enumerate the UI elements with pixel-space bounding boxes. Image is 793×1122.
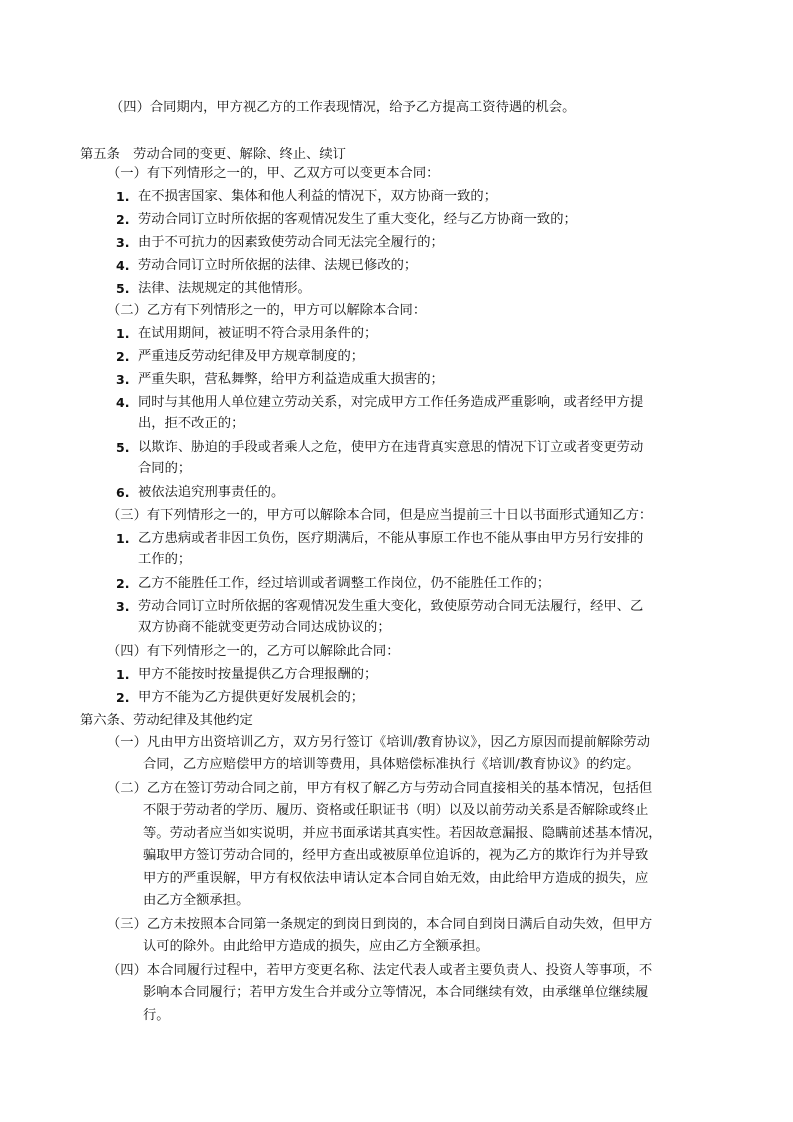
article-6-paragraph-3: （三）乙方未按照本合同第一条规定的到岗日到岗的，本合同自到岗日满后自动失效，但甲方 [107, 917, 653, 932]
list-item-continuation: 合同的； [138, 461, 192, 476]
section-5-2-heading: （二）乙方有下列情形之一的，甲方可以解除本合同： [107, 303, 427, 318]
list-item: 以欺诈、胁迫的手段或者乘人之危，使甲方在违背真实意思的情况下订立或者变更劳动 [138, 440, 644, 455]
article-6-paragraph-1: （一）凡由甲方出资培训乙方，双方另行签订《培训/教育协议》，因乙方原因而提前解除劳动 [107, 735, 651, 750]
list-marker: 5. [116, 440, 130, 455]
paragraph-continuation: 甲方的严重误解，甲方有权依法申请认定本合同自始无效，由此给甲方造成的损失，应 [143, 871, 649, 886]
article-6-paragraph-4: （四）本合同履行过程中，若甲方变更名称、法定代表人或者主要负责人、投资人等事项，不 [107, 963, 653, 978]
list-item: 劳动合同订立时所依据的法律、法规已修改的； [138, 258, 418, 273]
paragraph-continuation: 合同，乙方应赔偿甲方的培训等费用，具体赔偿标准执行《培训/教育协议》的约定。 [143, 757, 640, 772]
list-item-continuation: 工作的； [138, 552, 192, 567]
paragraph-continuation: 认可的除外。由此给甲方造成的损失，应由乙方全额承担。 [143, 939, 489, 954]
list-item: 在试用期间，被证明不符合录用条件的； [138, 326, 378, 341]
list-item: 劳动合同订立时所依据的客观情况发生了重大变化，经与乙方协商一致的； [138, 212, 577, 227]
paragraph-continuation: 不限于劳动者的学历、履历、资格或任职证书（明）以及以前劳动关系是否解除或终止 [143, 803, 649, 818]
article-6-heading: 第六条、劳动纪律及其他约定 [80, 713, 253, 728]
paragraph-continuation: 行。 [143, 1008, 170, 1023]
list-item: 被依法追究刑事责任的。 [138, 485, 285, 500]
list-item: 同时与其他用人单位建立劳动关系，对完成甲方工作任务造成严重影响，或者经甲方提 [138, 395, 644, 410]
list-marker: 2. [116, 690, 130, 705]
list-item: 法律、法规规定的其他情形。 [138, 281, 311, 296]
section-5-4-heading: （四）有下列情形之一的，乙方可以解除此合同： [107, 644, 400, 659]
intro-paragraph: （四）合同期内，甲方视乙方的工作表现情况，给予乙方提高工资待遇的机会。 [110, 100, 576, 115]
list-marker: 2. [116, 576, 130, 591]
list-marker: 4. [116, 395, 130, 410]
list-marker: 4. [116, 258, 130, 273]
list-item: 由于不可抗力的因素致使劳动合同无法完全履行的； [138, 235, 444, 250]
list-marker: 2. [116, 349, 130, 364]
list-item: 劳动合同订立时所依据的客观情况发生重大变化，致使原劳动合同无法履行，经甲、乙 [138, 599, 644, 614]
list-item: 甲方不能按时按量提供乙方合理报酬的； [138, 667, 378, 682]
list-item-continuation: 双方协商不能就变更劳动合同达成协议的； [138, 620, 391, 635]
list-marker: 1. [116, 326, 130, 341]
paragraph-continuation: 骗取甲方签订劳动合同的，经甲方查出或被原单位追诉的，视为乙方的欺诈行为并导致 [143, 848, 649, 863]
list-item: 严重违反劳动纪律及甲方规章制度的； [138, 349, 365, 364]
list-marker: 3. [116, 235, 130, 250]
section-5-1-heading: （一）有下列情形之一的，甲、乙双方可以变更本合同： [107, 166, 440, 181]
paragraph-continuation: 等。劳动者应当如实说明，并应书面承诺其真实性。若因故意漏报、隐瞒前述基本情况， [143, 826, 662, 841]
article-5-heading: 第五条 劳动合同的变更、解除、终止、续订 [80, 147, 346, 162]
list-marker: 3. [116, 599, 130, 614]
list-marker: 5. [116, 281, 130, 296]
list-marker: 6. [116, 485, 130, 500]
section-5-3-heading: （三）有下列情形之一的，甲方可以解除本合同，但是应当提前三十日以书面形式通知乙方： [107, 508, 653, 523]
list-item: 在不损害国家、集体和他人利益的情况下，双方协商一致的； [138, 189, 498, 204]
list-item: 乙方患病或者非因工负伤，医疗期满后，不能从事原工作也不能从事由甲方另行安排的 [138, 531, 644, 546]
list-marker: 3. [116, 372, 130, 387]
list-marker: 2. [116, 212, 130, 227]
list-marker: 1. [116, 189, 130, 204]
article-6-paragraph-2: （二）乙方在签订劳动合同之前，甲方有权了解乙方与劳动合同直接相关的基本情况，包括但 [107, 781, 653, 796]
paragraph-continuation: 由乙方全额承担。 [143, 893, 250, 908]
list-marker: 1. [116, 531, 130, 546]
list-marker: 1. [116, 667, 130, 682]
list-item: 甲方不能为乙方提供更好发展机会的； [138, 690, 365, 705]
list-item-continuation: 出，拒不改正的； [138, 416, 245, 431]
paragraph-continuation: 影响本合同履行；若甲方发生合并或分立等情况，本合同继续有效，由承继单位继续履 [143, 985, 649, 1000]
list-item: 严重失职，营私舞弊，给甲方利益造成重大损害的； [138, 372, 444, 387]
list-item: 乙方不能胜任工作，经过培训或者调整工作岗位，仍不能胜任工作的； [138, 576, 551, 591]
